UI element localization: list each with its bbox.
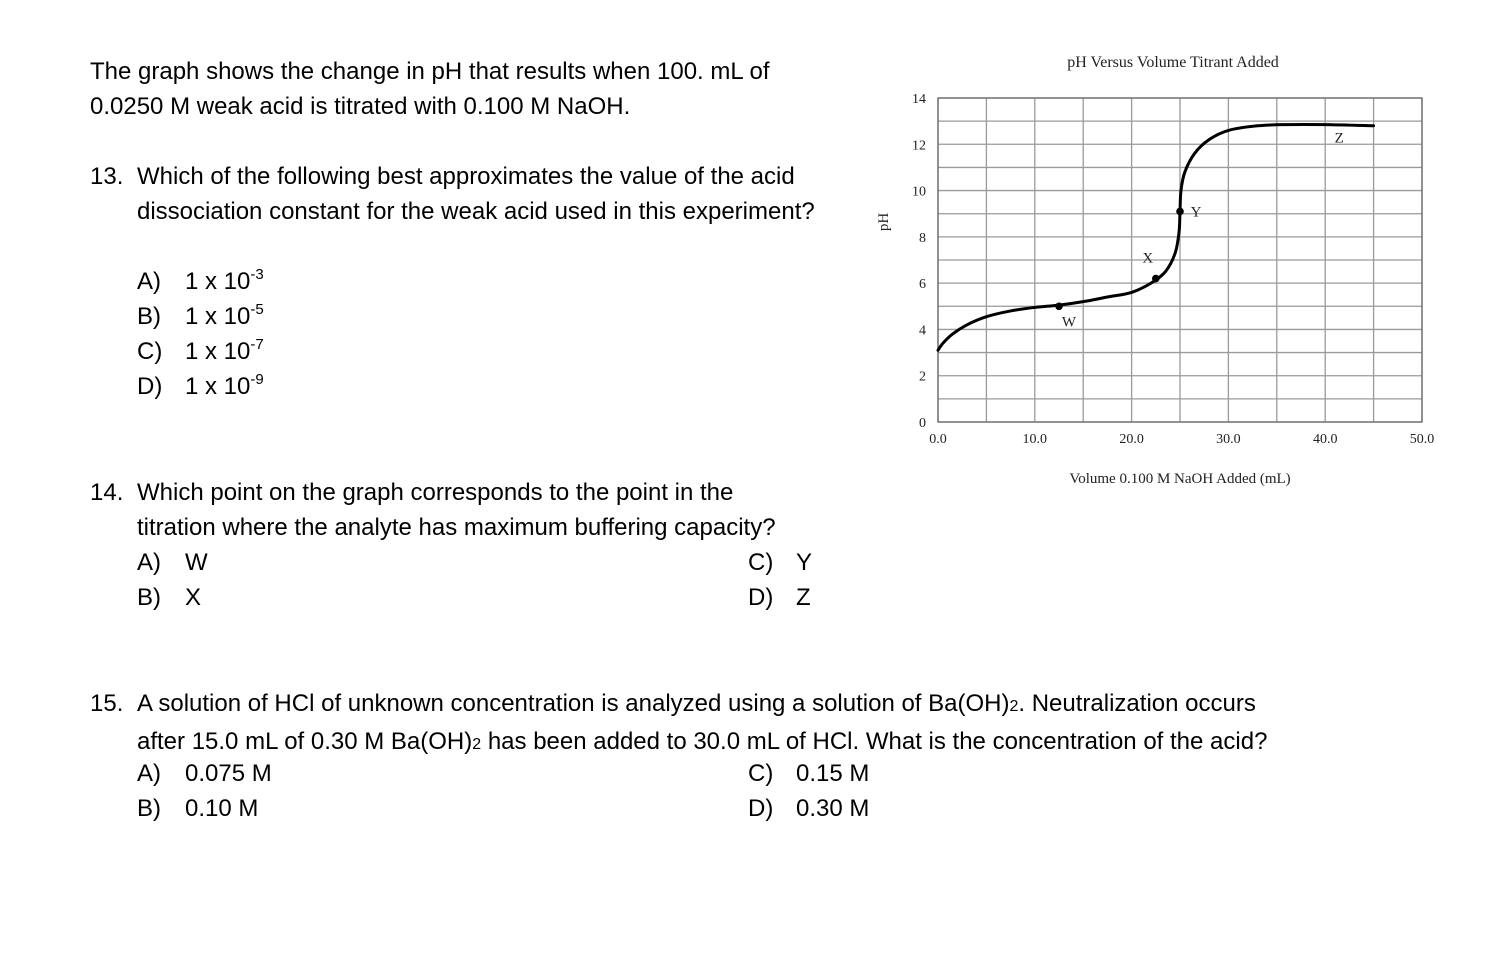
option-value: 1 x $10^{-3}$ <box>185 266 264 295</box>
y-tick-label: 14 <box>912 92 926 107</box>
intro-text <box>90 54 770 124</box>
question-14-stem-line-1: Which point on the graph corresponds to the point in the <box>137 479 734 506</box>
option-value: 0.30 M <box>796 795 870 822</box>
option-value: Z <box>796 584 811 611</box>
y-tick-label: 0 <box>919 416 926 431</box>
option-value: 0.10 M <box>185 795 259 822</box>
titration-chart-svg <box>870 40 1470 510</box>
chart-y-axis-label: pH <box>876 212 892 232</box>
option-label: B) <box>137 584 161 611</box>
question-13-number: 13. <box>90 163 124 190</box>
intro-line-2: 0.0250 M weak acid is titrated with 0.100 M NaOH. <box>90 93 631 120</box>
option-label: C) <box>748 549 774 576</box>
question-13 <box>90 159 850 399</box>
option-label: C) <box>137 338 163 365</box>
option-value: W <box>185 549 208 576</box>
x-tick-label: 20.0 <box>1119 432 1144 447</box>
option-label: D) <box>137 373 163 400</box>
option-label: D) <box>748 795 774 822</box>
question-14-number: 14. <box>90 479 124 506</box>
x-tick-label: 10.0 <box>1022 432 1048 447</box>
question-15 <box>90 686 1420 826</box>
option-label: B) <box>137 303 161 330</box>
option-label: A) <box>137 268 161 295</box>
option-label: B) <box>137 795 161 822</box>
point-w-marker <box>1055 302 1063 310</box>
option-value: 1 x $10^{-5}$ <box>185 301 264 330</box>
question-15-stem-line-2: after 15.0 mL of 0.30 M Ba(OH)2 has been added to 30.0 mL of HCl. What is the concentration of the acid? <box>137 728 1268 755</box>
x-tick-label: 0.0 <box>929 432 947 447</box>
option-value: X <box>185 584 202 611</box>
x-tick-label: 40.0 <box>1312 432 1338 447</box>
x-tick-label: 50.0 <box>1409 432 1435 447</box>
question-15-number: 15. <box>90 690 124 717</box>
question-14 <box>90 475 910 615</box>
point-z-label: Z <box>1334 130 1344 147</box>
question-15-stem <box>90 686 1420 762</box>
x-tick-label: 30.0 <box>1216 432 1241 447</box>
y-tick-label: 6 <box>919 277 926 293</box>
option-value: 0.15 M <box>796 760 870 787</box>
point-x-marker <box>1152 275 1160 283</box>
y-tick-label: 8 <box>919 230 926 246</box>
option-label: D) <box>748 584 774 611</box>
point-y-label: Y <box>1190 204 1202 221</box>
y-tick-label: 12 <box>912 138 926 154</box>
option-value: 0.075 M <box>185 760 272 787</box>
question-14-stem <box>90 475 910 545</box>
question-15-stem-line-1: A solution of HCl of unknown concentration is analyzed using a solution of Ba(OH)2. Neutralization occurs <box>137 690 1256 717</box>
y-tick-label: 4 <box>919 323 926 339</box>
chart-title: pH Versus Volume Titrant Added <box>1067 54 1279 71</box>
y-tick-label: 10 <box>912 184 926 200</box>
question-13-stem: Which of the following best approximates the value of the acid dissociation constant for the weak acid used in this experiment? <box>137 163 815 225</box>
option-value: Y <box>796 549 813 576</box>
point-w-label: W <box>1061 314 1077 331</box>
option-label: C) <box>748 760 774 787</box>
option-value: 1 x $10^{-9}$ <box>185 371 264 400</box>
y-tick-label: 2 <box>919 369 926 385</box>
chart-x-axis-label: Volume 0.100 M NaOH Added (mL) <box>1069 471 1291 487</box>
point-y-marker <box>1176 208 1184 216</box>
question-14-stem-line-2: titration where the analyte has maximum buffering capacity? <box>137 514 776 541</box>
option-label: A) <box>137 760 161 787</box>
option-label: A) <box>137 549 161 576</box>
titration-chart <box>870 40 1470 510</box>
option-value: 1 x $10^{-7}$ <box>185 336 264 365</box>
intro-line-1: The graph shows the change in pH that results when 100. mL of <box>90 58 770 85</box>
point-x-label: X <box>1142 250 1154 267</box>
